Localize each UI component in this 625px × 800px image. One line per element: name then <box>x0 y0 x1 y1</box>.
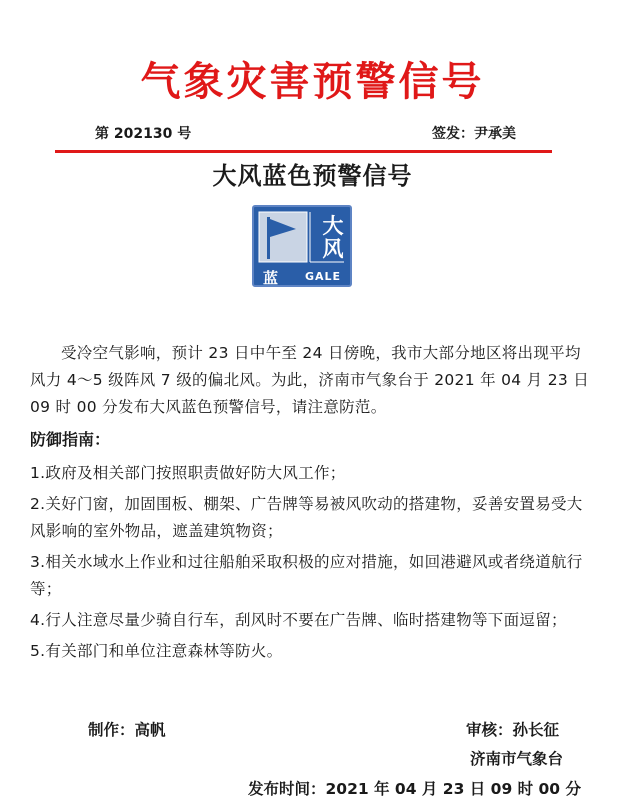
signal-title: 大风蓝色预警信号 <box>212 162 413 190</box>
defense-item: 4.行人注意尽量少骑自行车，刮风时不要在广告牌、临时搭建物等下面逗留； <box>30 611 567 629</box>
made-by: 制作：高帆 <box>88 721 166 739</box>
reviewed-by: 审核：孙长征 <box>466 721 560 739</box>
gale-blue-warning-icon <box>252 205 352 287</box>
document-number: 第 202130 号 <box>95 126 192 142</box>
warning-type-char: 大 <box>322 214 344 238</box>
warning-paragraph: 受冷空气影响，预计 23 日中午至 24 日傍晚，我市大部分地区将出现平均风力 4～5 级阵风 7 级的偏北风。为此，济南市气象台于 2021 年 04 月 23 日 09 时 00 分发布大风蓝色预警信号，请注意防范。 <box>30 344 590 416</box>
warning-level-char: 蓝 <box>263 269 279 287</box>
header-divider <box>55 150 552 153</box>
defense-item: 1.政府及相关部门按照职责做好防大风工作； <box>30 464 346 482</box>
warning-type-char: 风 <box>322 237 344 261</box>
defense-list <box>30 460 590 669</box>
defense-item: 5.有关部门和单位注意森林等防火。 <box>30 642 283 660</box>
defense-item: 3.相关水域水上作业和过往船舶采取积极的应对措施，如回港避风或者绕道航行等； <box>30 553 583 598</box>
signer: 签发：尹承美 <box>432 126 516 142</box>
defense-heading: 防御指南： <box>30 430 111 449</box>
defense-item: 2.关好门窗，加固围板、棚架、广告牌等易被风吹动的搭建物，妥善安置易受大风影响的室外物品，遮盖建筑物资； <box>30 495 583 540</box>
warning-english-label: GALE <box>304 270 342 283</box>
issuing-organization: 济南市气象台 <box>470 750 564 768</box>
document-title: 气象灾害预警信号 <box>140 58 485 105</box>
publish-time: 发布时间：2021 年 04 月 23 日 09 时 00 分 <box>248 780 581 798</box>
